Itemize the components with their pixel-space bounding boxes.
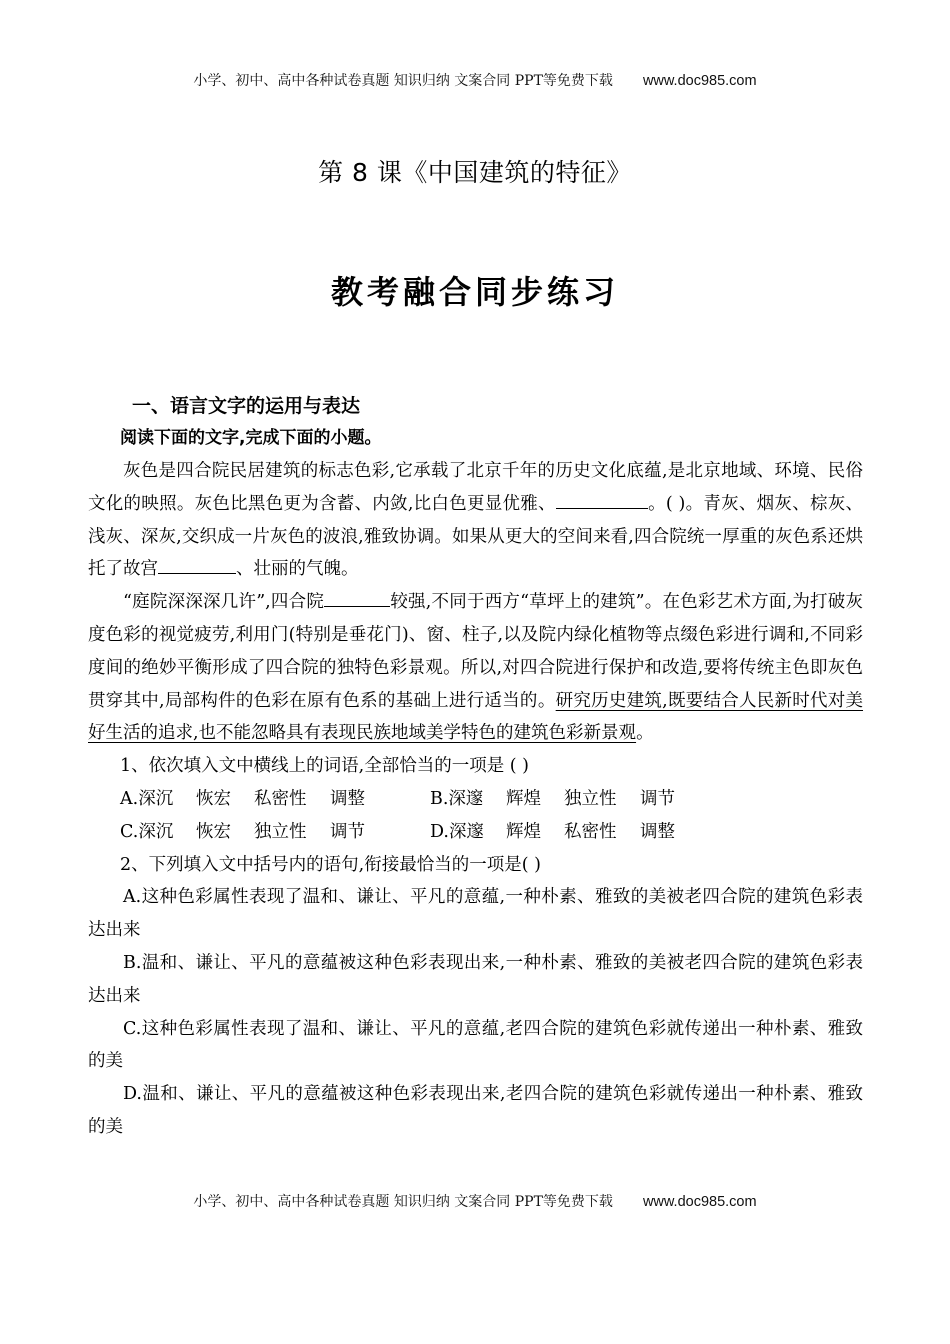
header-text: 小学、初中、高中各种试卷真题 知识归纳 文案合同 PPT等免费下载 bbox=[193, 73, 613, 89]
passage-text: 。 bbox=[537, 690, 556, 711]
passage-text: “庭院深深深几许”,四合院 bbox=[123, 592, 325, 613]
reading-instruction: 阅读下面的文字,完成下面的小题。 bbox=[120, 428, 382, 448]
page-header bbox=[0, 70, 950, 90]
passage-text: 。( )。青灰、烟灰、棕灰、浅灰、深灰,交织成一片灰色的波浪,雅致协调。如果从更大的空间来看,四合院统一厚重的灰色系还烘托了故宫 bbox=[88, 493, 863, 580]
document-body bbox=[88, 391, 863, 1144]
question-2-option-c[interactable]: C.这种色彩属性表现了温和、谦让、平凡的意蕴,老四合院的建筑色彩就传递出一种朴素、雅致的美 bbox=[88, 1018, 863, 1072]
passage-paragraph-1 bbox=[88, 455, 863, 586]
question-2-option-d[interactable]: D.温和、谦让、平凡的意蕴被这种色彩表现出来,老四合院的建筑色彩就传递出一种朴素、雅致的美 bbox=[88, 1084, 863, 1137]
passage-text: 、壮丽的气魄。 bbox=[236, 559, 359, 580]
passage-paragraph-2 bbox=[88, 586, 863, 750]
option-c-label[interactable]: C.深沉 bbox=[120, 821, 174, 842]
option-d-word: 辉煌 bbox=[506, 821, 541, 842]
page-footer bbox=[0, 1191, 950, 1211]
passage-text: 。 bbox=[636, 723, 654, 744]
question-2-option-a[interactable]: A.这种色彩属性表现了温和、谦让、平凡的意蕴,一种朴素、雅致的美被老四合院的建筑色彩表达出来 bbox=[88, 887, 863, 941]
option-b-word: 辉煌 bbox=[506, 788, 541, 809]
option-a-word: 私密性 bbox=[254, 788, 307, 809]
option-d-word: 私密性 bbox=[564, 821, 617, 842]
option-c-word: 调节 bbox=[330, 821, 365, 842]
exercise-subtitle: 教考融合同步练习 bbox=[330, 273, 619, 311]
lesson-title: 第 8 课《中国建筑的特征》 bbox=[318, 158, 632, 187]
question-2-stem: 2、下列填入文中括号内的语句,衔接最恰当的一项是( ) bbox=[120, 854, 541, 875]
option-b-word: 独立性 bbox=[564, 788, 617, 809]
fill-blank-1 bbox=[556, 490, 648, 509]
question-2-option-b[interactable]: B.温和、谦让、平凡的意蕴被这种色彩表现出来,一种朴素、雅致的美被老四合院的建筑色彩表达出来 bbox=[88, 952, 863, 1006]
section-heading: 一、语言文字的运用与表达 bbox=[132, 395, 361, 417]
option-c-word: 恢宏 bbox=[196, 821, 231, 842]
question-1-options-row-2 bbox=[120, 816, 863, 849]
option-a-word: 调整 bbox=[330, 788, 365, 809]
passage-text: 灰色是四合院民居建筑的标志色彩,它承载了北京千年的历史文化底蕴,是北京地域、环境、民俗文化的映照。灰色比黑色更为含蓄、内敛,比白色更显优雅、 bbox=[88, 461, 863, 514]
option-a-word: 恢宏 bbox=[196, 788, 231, 809]
option-b-word: 调节 bbox=[640, 788, 675, 809]
option-c-word: 独立性 bbox=[254, 821, 307, 842]
question-1-stem: 1、依次填入文中横线上的词语,全部恰当的一项是 ( ) bbox=[120, 756, 529, 777]
footer-text: 小学、初中、高中各种试卷真题 知识归纳 文案合同 PPT等免费下载 bbox=[193, 1194, 613, 1210]
option-d-label[interactable]: D.深邃 bbox=[430, 821, 484, 842]
option-a-label[interactable]: A.深沉 bbox=[120, 788, 174, 809]
footer-url[interactable]: www.doc985.com bbox=[642, 1194, 757, 1210]
underlined-sentence: 研究历史建筑,既要结合人民新时代对美好生活的追求,也不能忽略具有表现民族地域美学特色的建筑色彩新景观 bbox=[88, 690, 864, 744]
fill-blank-2 bbox=[158, 555, 236, 574]
question-1-options-row-1 bbox=[120, 783, 863, 816]
header-url[interactable]: www.doc985.com bbox=[642, 73, 757, 89]
fill-blank-3 bbox=[324, 588, 390, 607]
passage-text: 较强,不同于西方“草坪上的建筑”。在色彩艺术方面,为打破灰度色彩的视觉疲劳,利用门(特别是垂花门)、窗、柱子,以及院内绿化植物等点缀色彩进行调和,不同彩度间的绝妙平衡形成了四合院的独特色彩景观。所以,对四合院进行保护和改造,要将传统主色即灰色贯穿其中,局部构件的色彩在原有色系的基础上进行适当的 bbox=[88, 592, 863, 711]
option-d-word: 调整 bbox=[640, 821, 675, 842]
option-b-label[interactable]: B.深邃 bbox=[430, 788, 484, 809]
